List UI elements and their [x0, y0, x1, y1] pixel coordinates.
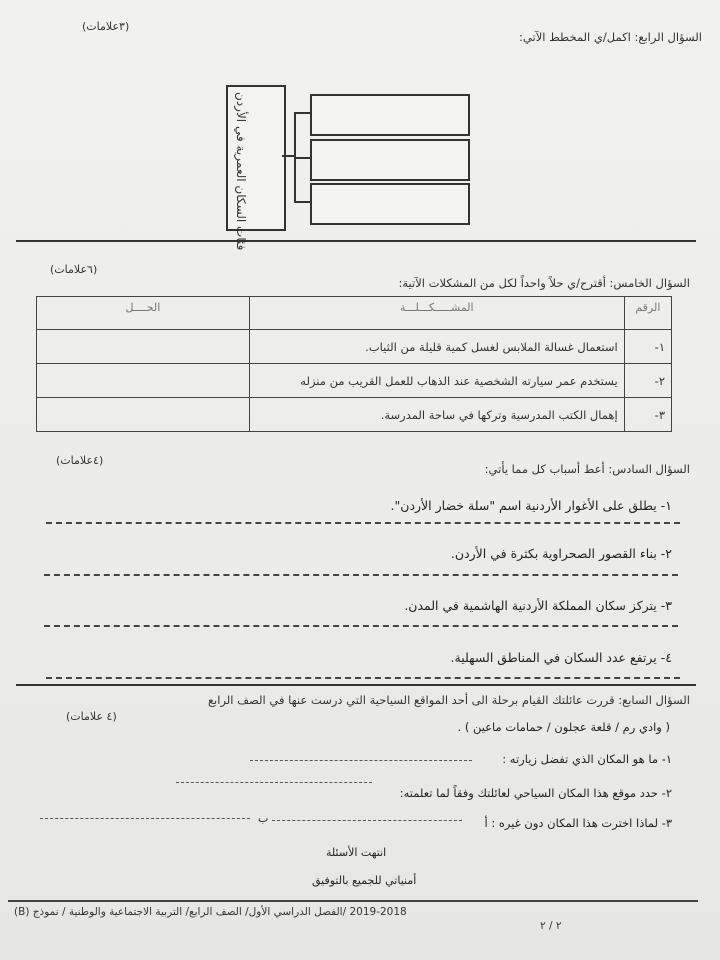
q4-title: السؤال الرابع: اكمل/ي المخطط الآتي:	[519, 30, 702, 44]
q5-marks: (٦علامات)	[50, 263, 98, 276]
q7-item-1: ١- ما هو المكان الذي تفضل زيارته :	[502, 752, 672, 766]
q7-item-3: ٣- لماذا اخترت هذا المكان دون غيره : أ	[484, 816, 672, 830]
end-of-questions: انتهت الأسئلة	[326, 846, 387, 859]
q7-item-2: ٢- حدد موقع هذا المكان السياحي لعائلتك وفقاً لما تعلمته:	[399, 786, 672, 800]
answer-line-a[interactable]	[272, 820, 462, 821]
answer-line[interactable]	[176, 782, 372, 783]
header-problem: المشـــــكـــلـــة	[249, 297, 624, 330]
q5-title: السؤال الخامس: أقترح/ي حلاً واحداً لكل من المشكلات الآتية:	[398, 276, 690, 290]
answer-line[interactable]	[44, 574, 678, 576]
diagram-category-label: فئات السكان العمرية في الأردن	[234, 92, 248, 251]
answer-line[interactable]	[44, 625, 678, 627]
row-solution-cell[interactable]	[37, 398, 250, 432]
table-row	[37, 398, 672, 432]
row-number: ١-	[624, 330, 671, 364]
row-problem: إهمال الكتب المدرسية وتركها في ساحة المدرسة.	[249, 398, 624, 432]
table-row	[37, 330, 672, 364]
section-divider	[16, 240, 696, 242]
row-problem: استعمال غسالة الملابس لغسل كمية قليلة من الثياب.	[249, 330, 624, 364]
page-number: ٢ / ٢	[540, 920, 562, 932]
q6-item-3: ٣- يتركز سكان المملكة الأردنية الهاشمية في المدن.	[404, 598, 672, 613]
row-solution-cell[interactable]	[37, 330, 250, 364]
answer-line[interactable]	[46, 522, 680, 524]
q6-marks: (٤علامات)	[56, 454, 104, 467]
q6-item-4: ٤- يرتفع عدد السكان في المناطق السهلية.	[450, 650, 672, 665]
q7-options: ( وادي رم / قلعة عجلون / حمامات ماعين ) .	[457, 720, 670, 734]
answer-line[interactable]	[250, 760, 472, 761]
row-problem: يستخدم عمر سيارته الشخصية عند الذهاب للعمل القريب من منزله	[249, 364, 624, 398]
header-solution: الحــــل	[37, 297, 250, 330]
diagram-blank-box-1[interactable]	[310, 94, 470, 136]
q6-item-1: ١- يطلق على الأغوار الأردنية اسم "سلة خضار الأردن".	[390, 498, 672, 513]
table-header-row	[37, 297, 672, 330]
q6-item-2: ٢- بناء القصور الصحراوية بكثرة في الأردن.	[450, 546, 672, 561]
table-row	[37, 364, 672, 398]
footer-divider	[8, 900, 698, 902]
problems-table	[36, 296, 672, 432]
diagram-blank-box-3[interactable]	[310, 183, 470, 225]
row-number: ٣-	[624, 398, 671, 432]
q6-title: السؤال السادس: أعط أسباب كل مما يأتي:	[484, 462, 690, 476]
q4-marks: (٣علامات)	[82, 20, 130, 33]
header-number: الرقم	[624, 297, 671, 330]
section-divider	[16, 684, 696, 686]
answer-line[interactable]	[46, 677, 680, 679]
footer-info: 2019-2018 /الفصل الدراسي الأول/ الصف الرابع/ التربية الاجتماعية والوطنية / نموذج (B)	[14, 906, 407, 918]
q7-marks: (٤ علامات)	[66, 710, 117, 723]
diagram-blank-box-2[interactable]	[310, 139, 470, 181]
q7-title: السؤال السابع: قررت عائلتك القيام برحلة الى أحد المواقع السياحية التي درست عنها في الصف الرابع	[207, 693, 690, 707]
answer-line-b[interactable]	[40, 818, 250, 819]
option-b-label: ب	[258, 812, 269, 825]
good-luck-note: أمنياتي للجميع بالتوفيق	[312, 874, 417, 887]
row-solution-cell[interactable]	[37, 364, 250, 398]
row-number: ٢-	[624, 364, 671, 398]
